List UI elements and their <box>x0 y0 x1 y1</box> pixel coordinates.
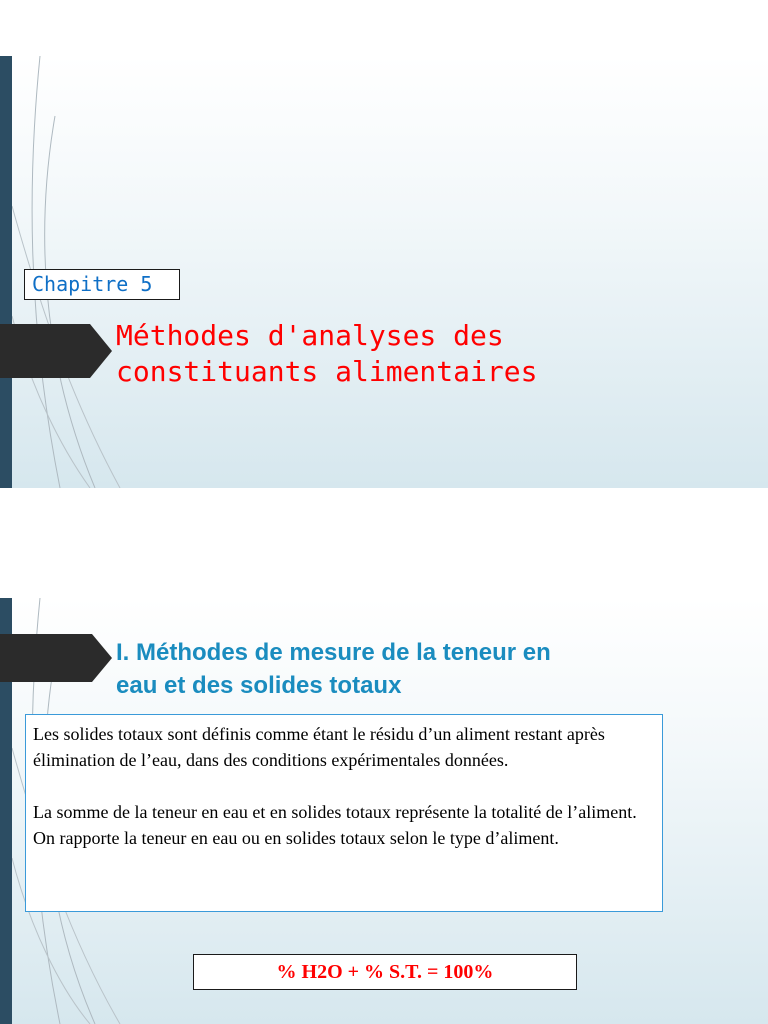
definition-text-box <box>25 714 663 912</box>
arrow-tag-icon <box>0 324 112 378</box>
title-slide <box>0 56 768 488</box>
slide-title-line1: Méthodes d'analyses des <box>116 319 504 352</box>
arrow-tag-icon <box>0 634 112 682</box>
section-heading-line2: eau et des solides totaux <box>116 672 402 699</box>
chapter-label: Chapitre 5 <box>24 269 180 300</box>
section-heading <box>116 636 716 702</box>
definition-paragraph-2: La somme de la teneur en eau et en solides totaux représente la totalité de l’aliment. On rapporte la teneur en eau ou en solides totaux selon le type d’aliment. <box>33 802 637 848</box>
content-slide <box>0 598 768 1024</box>
slide-title-line2: constituants alimentaires <box>116 355 538 388</box>
accent-bar <box>0 56 12 488</box>
definition-paragraph-1: Les solides totaux sont définis comme étant le résidu d’un aliment restant après élimination de l’eau, dans des conditions expérimentales données. <box>33 724 605 770</box>
formula-box: % H2O + % S.T. = 100% <box>193 954 577 990</box>
section-heading-line1: I. Méthodes de mesure de la teneur en <box>116 639 551 666</box>
slide-title <box>116 318 736 390</box>
